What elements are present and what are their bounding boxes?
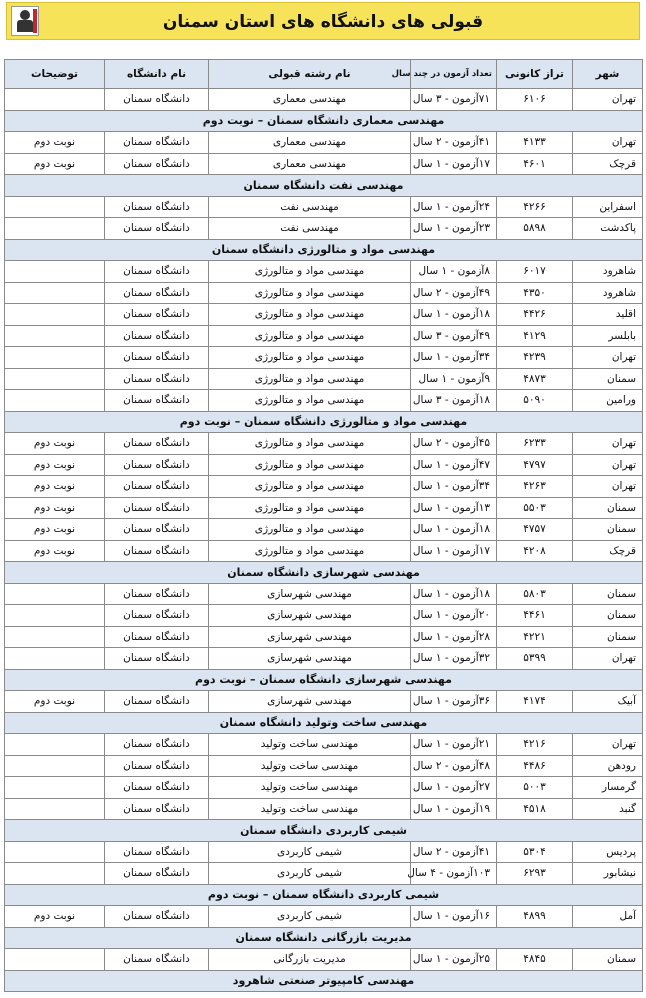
university-cell: دانشگاه سمنان bbox=[105, 433, 209, 455]
city-cell: تهران bbox=[573, 476, 643, 498]
university-cell: دانشگاه سمنان bbox=[105, 583, 209, 605]
section-header-row bbox=[5, 820, 643, 842]
field-cell: مهندسی شهرسازی bbox=[209, 626, 411, 648]
notes-cell bbox=[5, 304, 105, 326]
notes-cell: نوبت دوم bbox=[5, 906, 105, 928]
exam-count-cell: ۱۰۳آزمون - ۴ سال bbox=[411, 863, 497, 885]
section-header-row bbox=[5, 110, 643, 132]
score-cell: ۴۴۸۶ bbox=[497, 755, 573, 777]
table-row bbox=[5, 626, 643, 648]
notes-cell: نوبت دوم bbox=[5, 540, 105, 562]
notes-cell bbox=[5, 777, 105, 799]
table-row bbox=[5, 863, 643, 885]
notes-cell bbox=[5, 261, 105, 283]
notes-cell bbox=[5, 798, 105, 820]
table-row bbox=[5, 691, 643, 713]
score-cell: ۴۲۱۶ bbox=[497, 734, 573, 756]
field-cell: مهندسی مواد و متالورژی bbox=[209, 368, 411, 390]
university-cell: دانشگاه سمنان bbox=[105, 261, 209, 283]
notes-cell: نوبت دوم bbox=[5, 497, 105, 519]
section-header-row bbox=[5, 669, 643, 691]
table-row bbox=[5, 605, 643, 627]
exam-count-cell: ۴۱آزمون - ۲ سال bbox=[411, 132, 497, 154]
university-cell: دانشگاه سمنان bbox=[105, 304, 209, 326]
header-notes: توضیحات bbox=[5, 60, 105, 89]
university-cell: دانشگاه سمنان bbox=[105, 218, 209, 240]
field-cell: مهندسی معماری bbox=[209, 89, 411, 111]
university-cell: دانشگاه سمنان bbox=[105, 605, 209, 627]
header-field: نام رشته قبولی bbox=[209, 60, 411, 89]
table-row bbox=[5, 390, 643, 412]
exam-count-cell: ۴۷آزمون - ۱ سال bbox=[411, 454, 497, 476]
score-cell: ۴۱۷۴ bbox=[497, 691, 573, 713]
city-cell: گرمسار bbox=[573, 777, 643, 799]
score-cell: ۴۷۹۷ bbox=[497, 454, 573, 476]
field-cell: مهندسی مواد و متالورژی bbox=[209, 325, 411, 347]
city-cell: شاهرود bbox=[573, 282, 643, 304]
field-cell: مهندسی ساخت وتولید bbox=[209, 798, 411, 820]
university-cell: دانشگاه سمنان bbox=[105, 476, 209, 498]
university-cell: دانشگاه سمنان bbox=[105, 368, 209, 390]
notes-cell bbox=[5, 282, 105, 304]
exam-count-cell: ۸آزمون - ۱ سال bbox=[411, 261, 497, 283]
university-cell: دانشگاه سمنان bbox=[105, 325, 209, 347]
exam-count-cell: ۳۴آزمون - ۱ سال bbox=[411, 476, 497, 498]
exam-count-cell: ۲۵آزمون - ۱ سال bbox=[411, 949, 497, 971]
exam-count-cell: ۱۷آزمون - ۱ سال bbox=[411, 540, 497, 562]
score-cell: ۵۸۹۸ bbox=[497, 218, 573, 240]
score-cell: ۴۳۵۰ bbox=[497, 282, 573, 304]
university-cell: دانشگاه سمنان bbox=[105, 906, 209, 928]
city-cell: شاهرود bbox=[573, 261, 643, 283]
city-cell: تهران bbox=[573, 734, 643, 756]
table-row bbox=[5, 196, 643, 218]
field-cell: مهندسی ساخت وتولید bbox=[209, 777, 411, 799]
table-row bbox=[5, 368, 643, 390]
field-cell: مهندسی شهرسازی bbox=[209, 648, 411, 670]
notes-cell: نوبت دوم bbox=[5, 691, 105, 713]
city-cell: ورامین bbox=[573, 390, 643, 412]
section-title: شیمی کاربردی دانشگاه سمنان – نوبت دوم bbox=[5, 884, 643, 906]
city-cell: سمنان bbox=[573, 605, 643, 627]
field-cell: شیمی کاربردی bbox=[209, 906, 411, 928]
score-cell: ۴۸۷۳ bbox=[497, 368, 573, 390]
university-cell: دانشگاه سمنان bbox=[105, 347, 209, 369]
score-cell: ۵۵۰۳ bbox=[497, 497, 573, 519]
university-cell: دانشگاه سمنان bbox=[105, 89, 209, 111]
notes-cell bbox=[5, 218, 105, 240]
field-cell: مهندسی شهرسازی bbox=[209, 691, 411, 713]
exam-count-cell: ۳۶آزمون - ۱ سال bbox=[411, 691, 497, 713]
field-cell: مهندسی مواد و متالورژی bbox=[209, 454, 411, 476]
field-cell: مهندسی معماری bbox=[209, 132, 411, 154]
table-row bbox=[5, 282, 643, 304]
city-cell: بابلسر bbox=[573, 325, 643, 347]
city-cell: قرچک bbox=[573, 153, 643, 175]
section-title: مهندسی شهرسازی دانشگاه سمنان bbox=[5, 562, 643, 584]
city-cell: گنبد bbox=[573, 798, 643, 820]
table-row bbox=[5, 433, 643, 455]
notes-cell: نوبت دوم bbox=[5, 132, 105, 154]
field-cell: مهندسی نفت bbox=[209, 196, 411, 218]
section-header-row bbox=[5, 562, 643, 584]
city-cell: رودهن bbox=[573, 755, 643, 777]
score-cell: ۶۲۹۳ bbox=[497, 863, 573, 885]
university-cell: دانشگاه سمنان bbox=[105, 153, 209, 175]
section-title: مهندسی شهرسازی دانشگاه سمنان – نوبت دوم bbox=[5, 669, 643, 691]
notes-cell bbox=[5, 347, 105, 369]
city-cell: قرچک bbox=[573, 540, 643, 562]
university-cell: دانشگاه سمنان bbox=[105, 798, 209, 820]
exam-count-cell: ۱۸آزمون - ۱ سال bbox=[411, 519, 497, 541]
header-exams: تعداد آزمون در چند سال bbox=[411, 60, 497, 89]
field-cell: مهندسی مواد و متالورژی bbox=[209, 519, 411, 541]
field-cell: مهندسی مواد و متالورژی bbox=[209, 476, 411, 498]
section-header-row bbox=[5, 239, 643, 261]
city-cell: سمنان bbox=[573, 368, 643, 390]
score-cell: ۴۲۶۳ bbox=[497, 476, 573, 498]
university-cell: دانشگاه سمنان bbox=[105, 497, 209, 519]
section-title: شیمی کاربردی دانشگاه سمنان bbox=[5, 820, 643, 842]
score-cell: ۴۲۶۶ bbox=[497, 196, 573, 218]
field-cell: مهندسی مواد و متالورژی bbox=[209, 433, 411, 455]
exam-count-cell: ۷۱آزمون - ۳ سال bbox=[411, 89, 497, 111]
notes-cell: نوبت دوم bbox=[5, 454, 105, 476]
university-cell: دانشگاه سمنان bbox=[105, 691, 209, 713]
table-row bbox=[5, 325, 643, 347]
notes-cell: نوبت دوم bbox=[5, 476, 105, 498]
notes-cell: نوبت دوم bbox=[5, 153, 105, 175]
table-row bbox=[5, 132, 643, 154]
field-cell: شیمی کاربردی bbox=[209, 863, 411, 885]
field-cell: مهندسی نفت bbox=[209, 218, 411, 240]
table-row bbox=[5, 347, 643, 369]
section-header-row bbox=[5, 175, 643, 197]
notes-cell bbox=[5, 626, 105, 648]
score-cell: ۵۰۰۳ bbox=[497, 777, 573, 799]
score-cell: ۴۴۶۱ bbox=[497, 605, 573, 627]
university-cell: دانشگاه سمنان bbox=[105, 132, 209, 154]
field-cell: مهندسی مواد و متالورژی bbox=[209, 347, 411, 369]
exam-count-cell: ۱۸آزمون - ۱ سال bbox=[411, 304, 497, 326]
section-title: مهندسی مواد و متالورژی دانشگاه سمنان – نوبت دوم bbox=[5, 411, 643, 433]
university-cell: دانشگاه سمنان bbox=[105, 734, 209, 756]
exam-count-cell: ۴۹آزمون - ۲ سال bbox=[411, 282, 497, 304]
exam-count-cell: ۱۷آزمون - ۱ سال bbox=[411, 153, 497, 175]
university-cell: دانشگاه سمنان bbox=[105, 282, 209, 304]
city-cell: سمنان bbox=[573, 497, 643, 519]
field-cell: مدیریت بازرگانی bbox=[209, 949, 411, 971]
score-cell: ۶۲۳۳ bbox=[497, 433, 573, 455]
field-cell: مهندسی مواد و متالورژی bbox=[209, 390, 411, 412]
university-cell: دانشگاه سمنان bbox=[105, 777, 209, 799]
score-cell: ۴۷۵۷ bbox=[497, 519, 573, 541]
section-title: مدیریت بازرگانی دانشگاه سمنان bbox=[5, 927, 643, 949]
score-cell: ۴۱۳۳ bbox=[497, 132, 573, 154]
field-cell: مهندسی ساخت وتولید bbox=[209, 734, 411, 756]
section-title: مهندسی نفت دانشگاه سمنان bbox=[5, 175, 643, 197]
field-cell: شیمی کاربردی bbox=[209, 841, 411, 863]
exam-count-cell: ۲۱آزمون - ۱ سال bbox=[411, 734, 497, 756]
city-cell: سمنان bbox=[573, 949, 643, 971]
university-cell: دانشگاه سمنان bbox=[105, 390, 209, 412]
notes-cell bbox=[5, 863, 105, 885]
section-title: مهندسی ساخت وتولید دانشگاه سمنان bbox=[5, 712, 643, 734]
city-cell: اسفراین bbox=[573, 196, 643, 218]
exam-count-cell: ۱۳آزمون - ۱ سال bbox=[411, 497, 497, 519]
score-cell: ۴۲۳۹ bbox=[497, 347, 573, 369]
field-cell: مهندسی مواد و متالورژی bbox=[209, 261, 411, 283]
score-cell: ۶۱۰۶ bbox=[497, 89, 573, 111]
header-university: نام دانشگاه bbox=[105, 60, 209, 89]
notes-cell bbox=[5, 89, 105, 111]
table-row bbox=[5, 89, 643, 111]
exam-count-cell: ۱۶آزمون - ۱ سال bbox=[411, 906, 497, 928]
score-cell: ۴۶۰۱ bbox=[497, 153, 573, 175]
exam-count-cell: ۲۸آزمون - ۱ سال bbox=[411, 626, 497, 648]
field-cell: مهندسی شهرسازی bbox=[209, 583, 411, 605]
notes-cell bbox=[5, 583, 105, 605]
section-header-row bbox=[5, 927, 643, 949]
score-cell: ۴۸۹۹ bbox=[497, 906, 573, 928]
table-row bbox=[5, 841, 643, 863]
university-cell: دانشگاه سمنان bbox=[105, 540, 209, 562]
section-header-row bbox=[5, 712, 643, 734]
section-title: مهندسی مواد و متالورژی دانشگاه سمنان bbox=[5, 239, 643, 261]
city-cell: تهران bbox=[573, 89, 643, 111]
university-cell: دانشگاه سمنان bbox=[105, 519, 209, 541]
exam-count-cell: ۳۴آزمون - ۱ سال bbox=[411, 347, 497, 369]
section-title: مهندسی کامپیوتر صنعتی شاهرود bbox=[5, 970, 643, 992]
field-cell: مهندسی مواد و متالورژی bbox=[209, 497, 411, 519]
section-header-row bbox=[5, 411, 643, 433]
notes-cell bbox=[5, 605, 105, 627]
table-row bbox=[5, 755, 643, 777]
notes-cell bbox=[5, 734, 105, 756]
table-row bbox=[5, 648, 643, 670]
university-cell: دانشگاه سمنان bbox=[105, 755, 209, 777]
score-cell: ۴۴۲۶ bbox=[497, 304, 573, 326]
university-cell: دانشگاه سمنان bbox=[105, 863, 209, 885]
city-cell: اقلید bbox=[573, 304, 643, 326]
field-cell: مهندسی شهرسازی bbox=[209, 605, 411, 627]
table-row bbox=[5, 798, 643, 820]
table-row bbox=[5, 454, 643, 476]
notes-cell: نوبت دوم bbox=[5, 519, 105, 541]
university-cell: دانشگاه سمنان bbox=[105, 648, 209, 670]
score-cell: ۵۳۹۹ bbox=[497, 648, 573, 670]
admissions-table bbox=[4, 59, 643, 992]
city-cell: سمنان bbox=[573, 626, 643, 648]
notes-cell bbox=[5, 390, 105, 412]
header-score: تراز کانونی bbox=[497, 60, 573, 89]
exam-count-cell: ۱۹آزمون - ۱ سال bbox=[411, 798, 497, 820]
city-cell: تهران bbox=[573, 433, 643, 455]
city-cell: تهران bbox=[573, 648, 643, 670]
university-cell: دانشگاه سمنان bbox=[105, 626, 209, 648]
notes-cell bbox=[5, 368, 105, 390]
field-cell: مهندسی مواد و متالورژی bbox=[209, 282, 411, 304]
city-cell: سمنان bbox=[573, 519, 643, 541]
header-city: شهر bbox=[573, 60, 643, 89]
table-row bbox=[5, 519, 643, 541]
notes-cell bbox=[5, 949, 105, 971]
table-row bbox=[5, 583, 643, 605]
table-row bbox=[5, 476, 643, 498]
page-title: قبولی های دانشگاه های استان سمنان bbox=[162, 12, 484, 32]
university-cell: دانشگاه سمنان bbox=[105, 841, 209, 863]
table-row bbox=[5, 497, 643, 519]
table-row bbox=[5, 153, 643, 175]
section-title: مهندسی معماری دانشگاه سمنان – نوبت دوم bbox=[5, 110, 643, 132]
score-cell: ۴۸۴۵ bbox=[497, 949, 573, 971]
table-row bbox=[5, 777, 643, 799]
university-cell: دانشگاه سمنان bbox=[105, 196, 209, 218]
notes-cell bbox=[5, 841, 105, 863]
notes-cell bbox=[5, 755, 105, 777]
table-row bbox=[5, 734, 643, 756]
city-cell: تهران bbox=[573, 132, 643, 154]
title-banner bbox=[6, 2, 640, 40]
city-cell: پردیس bbox=[573, 841, 643, 863]
exam-count-cell: ۴۱آزمون - ۲ سال bbox=[411, 841, 497, 863]
exam-count-cell: ۹آزمون - ۱ سال bbox=[411, 368, 497, 390]
field-cell: مهندسی مواد و متالورژی bbox=[209, 540, 411, 562]
section-header-row bbox=[5, 884, 643, 906]
exam-count-cell: ۲۷آزمون - ۱ سال bbox=[411, 777, 497, 799]
table-row bbox=[5, 540, 643, 562]
exam-count-cell: ۴۸آزمون - ۲ سال bbox=[411, 755, 497, 777]
score-cell: ۴۵۱۸ bbox=[497, 798, 573, 820]
city-cell: نیشابور bbox=[573, 863, 643, 885]
notes-cell bbox=[5, 196, 105, 218]
score-cell: ۵۸۰۳ bbox=[497, 583, 573, 605]
city-cell: تهران bbox=[573, 454, 643, 476]
score-cell: ۵۳۰۴ bbox=[497, 841, 573, 863]
table-row bbox=[5, 218, 643, 240]
section-header-row bbox=[5, 970, 643, 992]
table-row bbox=[5, 906, 643, 928]
university-cell: دانشگاه سمنان bbox=[105, 949, 209, 971]
exam-count-cell: ۲۳آزمون - ۱ سال bbox=[411, 218, 497, 240]
field-cell: مهندسی ساخت وتولید bbox=[209, 755, 411, 777]
city-cell: تهران bbox=[573, 347, 643, 369]
notes-cell bbox=[5, 648, 105, 670]
score-cell: ۶۰۱۷ bbox=[497, 261, 573, 283]
score-cell: ۴۲۲۱ bbox=[497, 626, 573, 648]
table-row bbox=[5, 304, 643, 326]
city-cell: آبیک bbox=[573, 691, 643, 713]
exam-count-cell: ۲۴آزمون - ۱ سال bbox=[411, 196, 497, 218]
score-cell: ۴۲۰۸ bbox=[497, 540, 573, 562]
field-cell: مهندسی مواد و متالورژی bbox=[209, 304, 411, 326]
field-cell: مهندسی معماری bbox=[209, 153, 411, 175]
exam-count-cell: ۴۵آزمون - ۲ سال bbox=[411, 433, 497, 455]
city-cell: آمل bbox=[573, 906, 643, 928]
score-cell: ۵۰۹۰ bbox=[497, 390, 573, 412]
exam-count-cell: ۳۲آزمون - ۱ سال bbox=[411, 648, 497, 670]
exam-count-cell: ۲۰آزمون - ۱ سال bbox=[411, 605, 497, 627]
table-header-row bbox=[5, 60, 643, 89]
table-row bbox=[5, 261, 643, 283]
exam-count-cell: ۴۹آزمون - ۳ سال bbox=[411, 325, 497, 347]
notes-cell bbox=[5, 325, 105, 347]
table-row bbox=[5, 949, 643, 971]
notes-cell: نوبت دوم bbox=[5, 433, 105, 455]
city-cell: پاکدشت bbox=[573, 218, 643, 240]
city-cell: سمنان bbox=[573, 583, 643, 605]
exam-count-cell: ۱۸آزمون - ۳ سال bbox=[411, 390, 497, 412]
exam-count-cell: ۱۸آزمون - ۱ سال bbox=[411, 583, 497, 605]
university-cell: دانشگاه سمنان bbox=[105, 454, 209, 476]
score-cell: ۴۱۲۹ bbox=[497, 325, 573, 347]
